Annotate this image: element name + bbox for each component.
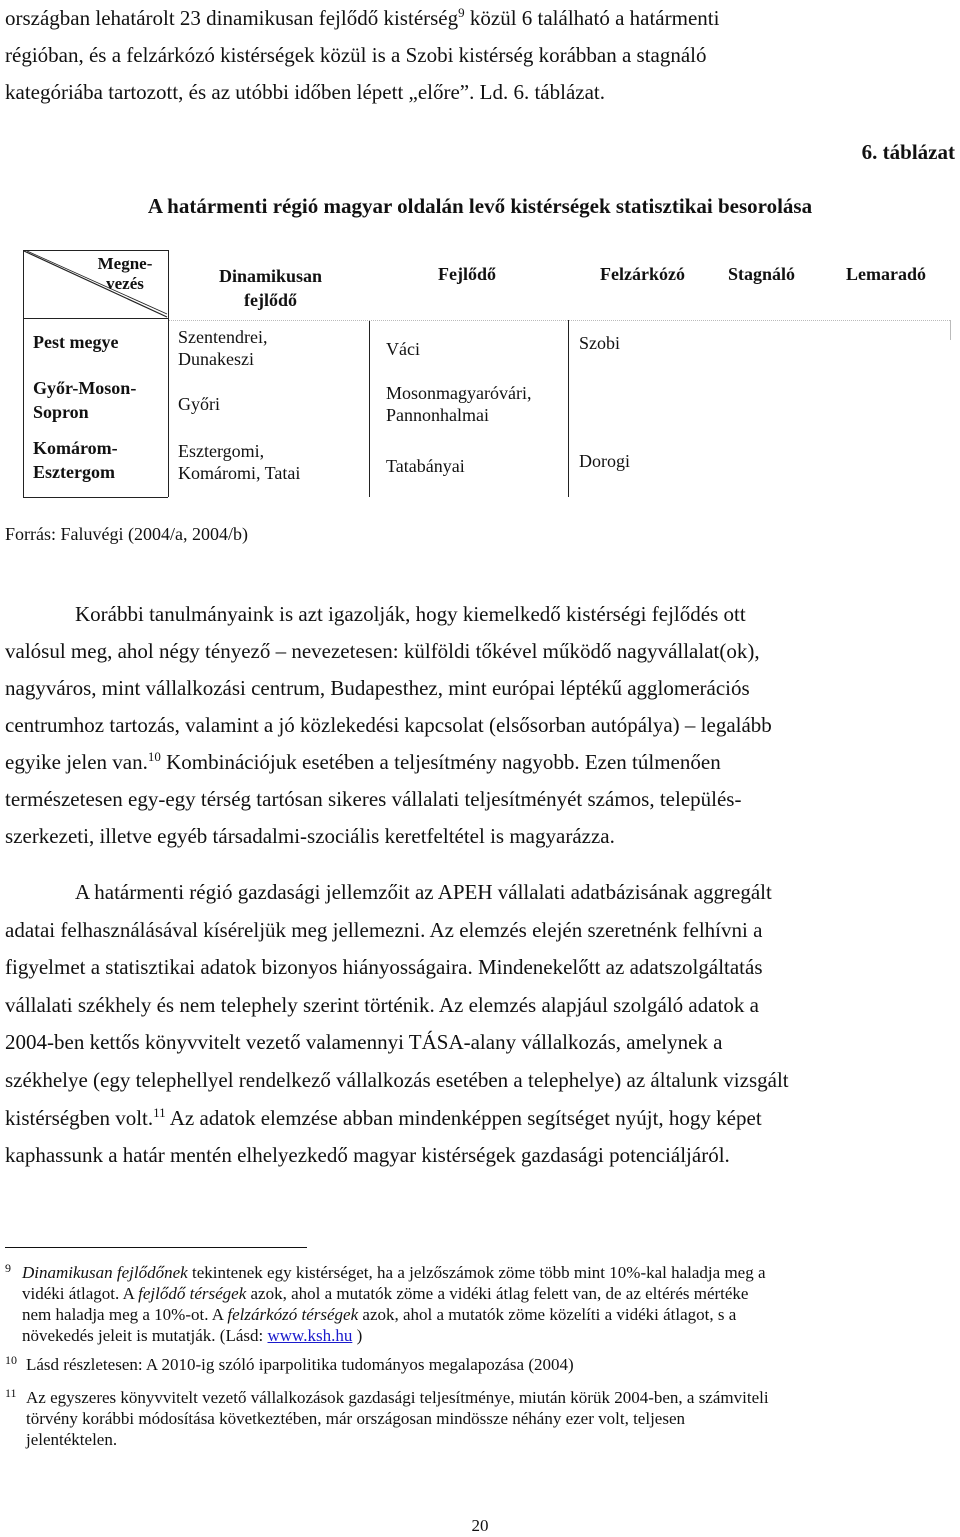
para2-line: kaphassunk a határ mentén elhelyezkedő magyar kistérségek gazdasági potenciáljáról. xyxy=(5,1143,730,1168)
cell-felzarkozo-pest: Szobi xyxy=(579,333,621,353)
para2-line: vállalati székhely és nem telephely szerint történik. Az elemzés alapjául szolgáló adatok a xyxy=(5,992,759,1017)
para2-line: A határmenti régió gazdasági jellemzőit az APEH vállalati adatbázisának aggregált xyxy=(75,880,772,904)
intro-text: országban lehatárolt 23 dinamikusan fejlődő kistérség xyxy=(5,6,459,30)
row-name-gyor: Győr-Moson- Sopron xyxy=(33,378,137,422)
classification-table xyxy=(23,240,950,495)
cell-felzarkozo-komarom: Dorogi xyxy=(579,451,630,471)
footnote-number: 9 xyxy=(5,1261,11,1275)
header-felzarkozo: Felzárkózó xyxy=(600,264,685,284)
para1-line: egyike jelen van.$^{10}$ Kombinációjuk esetében a teljesítmény nagyobb. Ezen túlmenően xyxy=(5,749,721,774)
cell-dinamikus-pest: Szentendrei, Dunakeszi xyxy=(178,327,268,369)
cell-fejlodo-gyor: Mosonmagyaróvári, Pannonhalmai xyxy=(386,383,532,425)
footnote-ref-9[interactable]: 9 xyxy=(458,5,465,20)
header-lemarado: Lemaradó xyxy=(846,264,926,284)
cell-fejlodo-pest: Váci xyxy=(386,339,420,359)
footnote-ref-11[interactable]: 11 xyxy=(153,1104,166,1120)
table-border xyxy=(23,318,168,319)
table-border xyxy=(568,320,569,497)
para2-line: figyelmet a statisztikai adatok bizonyos hiányosságaira. Mindenekelőtt az adatszolgáltatás xyxy=(5,955,763,980)
para2-line: kistérségben volt.$^{11}$ Az adatok elemzése abban mindenképpen segítséget nyújt, hogy képet xyxy=(5,1104,762,1130)
para2-line: 2004-ben kettős könyvvitelt vezető valamennyi TÁSA-alany vállalkozás, amelynek a xyxy=(5,1030,723,1055)
header-dinamikus: Dinamikusan fejlődő xyxy=(218,266,323,310)
table-border xyxy=(369,320,370,497)
para1-line: Korábbi tanulmányaink is azt igazolják, hogy kiemelkedő kistérségi fejlődés ott xyxy=(75,602,746,626)
para1-line: természetesen egy-egy térség tartósan sikeres vállalati teljesítményét számos, település- xyxy=(5,787,742,811)
intro-line-2: régióban, és a felzárkózó kistérségek közül is a Szobi kistérség korábban a stagnáló xyxy=(5,43,707,67)
cell-dinamikus-gyor: Győri xyxy=(178,394,220,414)
table-border xyxy=(950,320,951,340)
para1-line: centrumhoz tartozás, valamint a jó közlekedési kapcsolat (elsősorban autópálya) – legalább xyxy=(5,713,772,737)
para1-line: nagyváros, mint vállalkozási centrum, Budapesthez, mint európai léptékű agglomerációs xyxy=(5,676,750,700)
footnote-9: 9 Dinamikusan fejlődőnek tekintenek egy kistérséget, ha a jelzőszámok zöme több mint 10%-kal haladja meg a vidéki átlagot. A fejlődő térségek azok, ahol a mutatók zöme a vidéki átlag felett van, de az eltérés mértéke nem haladja meg a 10%-ot. A felzárkózó térségek azok, ahol a mutatók zöme közelíti a vidéki átlagot, s a növekedés jeleit is mutatják. (Lásd: www.ksh.hu ) xyxy=(5,1262,955,1346)
header-stagnalo: Stagnáló xyxy=(728,264,796,284)
footnote-separator xyxy=(5,1247,307,1248)
table-title: A határmenti régió magyar oldalán levő kistérségek statisztikai besorolása xyxy=(147,194,813,218)
paragraph-2 xyxy=(5,874,955,1175)
para2-line: székhelye (egy telephellyel rendelkező vállalkozás esetében a telephelye) az általunk vizsgált xyxy=(5,1067,789,1092)
cell-fejlodo-komarom: Tatabányai xyxy=(386,456,465,476)
paragraph-1 xyxy=(5,596,955,855)
table-border xyxy=(168,250,169,497)
row-name-pest: Pest megye xyxy=(33,332,119,352)
intro-paragraph xyxy=(5,0,955,111)
para1-line: valósul meg, ahol négy tényező – nevezetesen: külföldi tőkével működő nagyvállalat(ok), xyxy=(5,639,760,663)
para1-line: szerkezeti, illetve egyéb társadalmi-szociális keretfeltétel is magyarázza. xyxy=(5,824,615,848)
footnote-10: 10 Lásd részletesen: A 2010-ig szóló iparpolitika tudományos megalapozása (2004) xyxy=(5,1354,955,1375)
ksh-link[interactable]: www.ksh.hu xyxy=(267,1326,353,1345)
footnote-number: 11 xyxy=(5,1386,17,1400)
footnote-11: 11 Az egyszeres könyvvitelt vezető vállalkozások gazdasági teljesítménye, miután körük 2004-ben, a számviteli törvény korábbi módosítása következtében, már országosan mindössze néhány ezer volt, teljesen jelentéktelen. xyxy=(5,1387,955,1450)
para2-line: adatai felhasználásával kíséreljük meg jellemezni. Az elemzés elején szeretnénk felhívni a xyxy=(5,917,763,942)
corner-header: Megne- vezés xyxy=(97,254,153,293)
page-number: 20 xyxy=(471,1516,489,1535)
footnote-ref-10[interactable]: 10 xyxy=(147,749,161,764)
intro-line-3: kategóriába tartozott, és az utóbbi időben lépett „előre”. Ld. 6. táblázat. xyxy=(5,80,605,104)
table-border xyxy=(23,497,168,498)
table-border xyxy=(169,320,950,321)
table-source: Forrás: Faluvégi (2004/a, 2004/b) xyxy=(5,524,248,544)
cell-dinamikus-komarom: Esztergomi, Komáromi, Tatai xyxy=(178,441,301,483)
footnotes xyxy=(5,1262,955,1450)
footnote-number: 10 xyxy=(5,1353,17,1367)
intro-text: közül 6 található a határmenti xyxy=(464,6,720,30)
row-name-komarom: Komárom- Esztergom xyxy=(33,438,118,482)
table-number: 6. táblázat xyxy=(861,140,955,164)
intro-line-1 xyxy=(5,0,955,37)
header-fejlodo: Fejlődő xyxy=(438,264,496,284)
